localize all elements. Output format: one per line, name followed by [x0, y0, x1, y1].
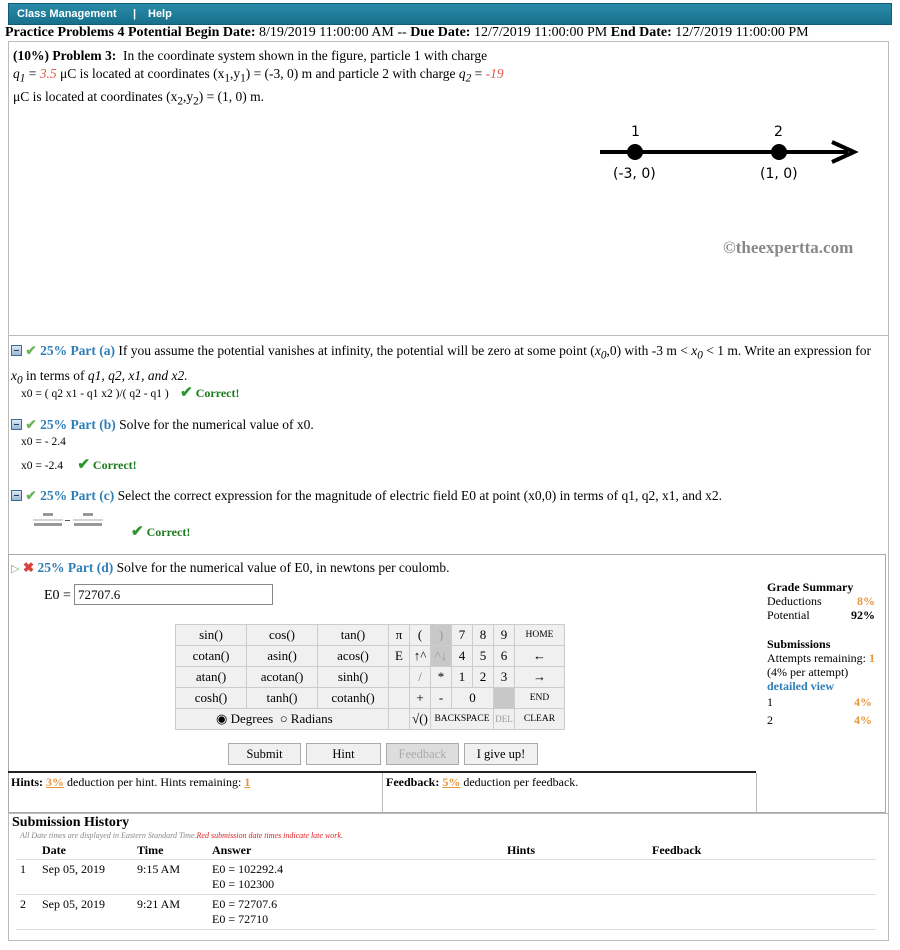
- acotan-button[interactable]: acotan(): [247, 667, 318, 688]
- key-1[interactable]: 1: [452, 667, 473, 688]
- submissions-title: Submissions: [767, 637, 831, 651]
- key-9[interactable]: 9: [494, 625, 515, 646]
- key-5[interactable]: 5: [473, 646, 494, 667]
- calculator-keypad: [175, 624, 565, 730]
- cotan-button[interactable]: cotan(): [176, 646, 247, 667]
- cotanh-button[interactable]: cotanh(): [318, 688, 389, 709]
- part-b-line1: x0 = - 2.4: [21, 436, 66, 448]
- hint-button[interactable]: Hint: [306, 743, 381, 765]
- section-divider: [8, 335, 889, 336]
- feedback-info: Feedback: 5% deduction per feedback.: [386, 775, 579, 789]
- grade-summary-title: Grade Summary: [767, 580, 854, 594]
- acos-button[interactable]: acos(): [318, 646, 389, 667]
- tan-button[interactable]: tan(): [318, 625, 389, 646]
- part-c-prompt: ✔ 25% Part (c) Select the correct expression for the magnitude of electric field E0 at point (x0,0) in terms of q1, q2, x1, and x2.: [11, 486, 722, 505]
- attempts-remaining: Attempts remaining: 1: [767, 651, 875, 665]
- decimal-button[interactable]: [494, 688, 515, 709]
- deductions-row: Deductions 8%: [767, 594, 875, 608]
- begin-label: Begin Date:: [185, 25, 256, 40]
- history-note: All Date times are displayed in Eastern Standard Time.Red submission date times indicate late work.: [20, 831, 343, 840]
- begin-date: 8/19/2019 11:00:00 AM: [259, 25, 394, 40]
- submission-row: 1 4%: [767, 695, 872, 709]
- help-link[interactable]: Help: [148, 8, 172, 20]
- part-b-answer: x0 = -2.4 ✔ Correct!: [21, 457, 137, 473]
- key-8[interactable]: 8: [473, 625, 494, 646]
- assignment-dates: Practice Problems 4 Potential Begin Date: 8/19/2019 11:00:00 AM -- Due Date: 12/7/2019 11:00:00 PM End Date: 12/7/2019 11:00:00 PM: [5, 25, 809, 40]
- give-up-button[interactable]: I give up!: [464, 743, 538, 765]
- checkmark-icon: ✔: [25, 343, 37, 358]
- detailed-view-link[interactable]: detailed view: [767, 679, 834, 693]
- multiply-button[interactable]: *: [431, 667, 452, 688]
- e0-answer-input[interactable]: [74, 584, 273, 605]
- sin-button[interactable]: sin(): [176, 625, 247, 646]
- class-management-link[interactable]: Class Management: [17, 8, 117, 20]
- due-date: 12/7/2019 11:00:00 PM: [473, 25, 608, 40]
- particle-1-label: 1: [631, 124, 640, 140]
- clear-button[interactable]: CLEAR: [515, 709, 565, 730]
- coordinate-figure: [590, 118, 870, 188]
- cosh-button[interactable]: cosh(): [176, 688, 247, 709]
- end-label: End Date:: [610, 25, 672, 40]
- key-2[interactable]: 2: [473, 667, 494, 688]
- del-button[interactable]: DEL: [494, 709, 515, 730]
- hints-info: Hints: 3% deduction per hint. Hints remaining: 1: [11, 775, 251, 789]
- correct-check-icon: ✔: [180, 385, 193, 401]
- backspace-button[interactable]: BACKSPACE: [431, 709, 494, 730]
- part-a-answer: x0 = ( q2 x1 - q1 x2 )/( q2 - q1 ) ✔ Correct!: [21, 385, 240, 401]
- particle-1-coord: (-3, 0): [613, 166, 656, 182]
- incorrect-x-icon: ✖: [22, 560, 35, 575]
- home-button[interactable]: HOME: [515, 625, 565, 646]
- part-c-expression-image: [31, 509, 111, 531]
- collapse-icon[interactable]: [11, 490, 22, 501]
- correct-check-icon: ✔: [131, 524, 144, 540]
- radians-radio-icon[interactable]: ○: [279, 711, 288, 726]
- cos-button[interactable]: cos(): [247, 625, 318, 646]
- submit-button[interactable]: Submit: [228, 743, 301, 765]
- e0-label: E0 =: [44, 588, 71, 603]
- key-0[interactable]: 0: [452, 688, 494, 709]
- particle-1-dot: [627, 144, 643, 160]
- collapse-icon[interactable]: [11, 419, 22, 430]
- sqrt-button[interactable]: √(): [410, 709, 431, 730]
- close-paren-button[interactable]: ): [431, 625, 452, 646]
- assignment-title: Practice Problems 4 Potential: [5, 25, 182, 40]
- checkmark-icon: ✔: [25, 488, 37, 503]
- history-title: Submission History: [12, 815, 130, 830]
- exponent-up-button[interactable]: ↑^: [410, 646, 431, 667]
- correct-check-icon: ✔: [77, 457, 90, 473]
- q2-value: -19: [485, 66, 504, 81]
- submission-row: 2 4%: [767, 713, 872, 727]
- particle-2-dot: [771, 144, 787, 160]
- minus-button[interactable]: -: [431, 688, 452, 709]
- key-4[interactable]: 4: [452, 646, 473, 667]
- part-d-prompt: ▷ ✖ 25% Part (d) Solve for the numerical value of E0, in newtons per coulomb.: [11, 560, 450, 575]
- q1-value: 3.5: [39, 66, 57, 81]
- degrees-radio-icon[interactable]: ◉: [216, 711, 228, 726]
- per-attempt: (4% per attempt): [767, 665, 849, 679]
- e-button[interactable]: E: [389, 646, 410, 667]
- collapse-icon[interactable]: [11, 345, 22, 356]
- angle-mode: ◉ Degrees ○ Radians: [176, 709, 389, 730]
- expand-arrow-icon[interactable]: ▷: [11, 563, 20, 575]
- open-paren-button[interactable]: (: [410, 625, 431, 646]
- asin-button[interactable]: asin(): [247, 646, 318, 667]
- sinh-button[interactable]: sinh(): [318, 667, 389, 688]
- left-arrow-button[interactable]: ←: [515, 646, 565, 667]
- watermark: ©theexpertta.com: [723, 238, 854, 257]
- table-row: 1 Sep 05, 2019 9:15 AM E0 = 102292.4 E0 = 102300: [16, 859, 876, 894]
- atan-button[interactable]: atan(): [176, 667, 247, 688]
- key-6[interactable]: 6: [494, 646, 515, 667]
- right-arrow-button[interactable]: →: [515, 667, 565, 688]
- part-b-prompt: ✔ 25% Part (b) Solve for the numerical value of x0.: [11, 415, 314, 434]
- potential-row: Potential 92%: [767, 608, 875, 622]
- checkmark-icon: ✔: [25, 417, 37, 432]
- due-label: Due Date:: [410, 25, 471, 40]
- part-c-correct: ✔ Correct!: [131, 524, 191, 540]
- end-date: 12/7/2019 11:00:00 PM: [675, 25, 809, 40]
- tanh-button[interactable]: tanh(): [247, 688, 318, 709]
- exponent-down-button[interactable]: ^↓: [431, 646, 452, 667]
- top-nav-bar: [8, 3, 892, 25]
- history-table: Date Time Answer Hints Feedback 1 Sep 05, 2019 9:15 AM E0 = 102292.4 E0 = 102300 2 Sep 05, 2019 9:21 AM E0 = 72707.6 E0 = 72710: [16, 843, 876, 930]
- table-row: 2 Sep 05, 2019 9:21 AM E0 = 72707.6 E0 = 72710: [16, 894, 876, 929]
- problem-statement: (10%) Problem 3: In the coordinate system shown in the figure, particle 1 with charge $q_1 = 3.5$ μC is located at coordinates $(x_1,y_1) = (-3$, 0) m and particle 2 with charge $q_2 = -19$ μC is located at coordinates $(x_2,y_2) = (1$, 0) m.: [13, 48, 504, 108]
- pi-button[interactable]: π: [389, 625, 410, 646]
- feedback-button[interactable]: Feedback: [386, 743, 459, 765]
- key-7[interactable]: 7: [452, 625, 473, 646]
- particle-2-label: 2: [774, 124, 783, 140]
- divide-button[interactable]: /: [410, 667, 431, 688]
- nav-separator: |: [133, 8, 137, 20]
- key-3[interactable]: 3: [494, 667, 515, 688]
- plus-button[interactable]: +: [410, 688, 431, 709]
- end-button[interactable]: END: [515, 688, 565, 709]
- particle-2-coord: (1, 0): [760, 166, 798, 182]
- part-a-prompt: ✔ 25% Part (a) If you assume the potential vanishes at infinity, the potential will be zero at some point $(x_0,0)$ with -3 $m < x_0 < 1$ m. Write an expression for $x_0$ in terms of q1, q2, x1, and x2.: [11, 343, 871, 387]
